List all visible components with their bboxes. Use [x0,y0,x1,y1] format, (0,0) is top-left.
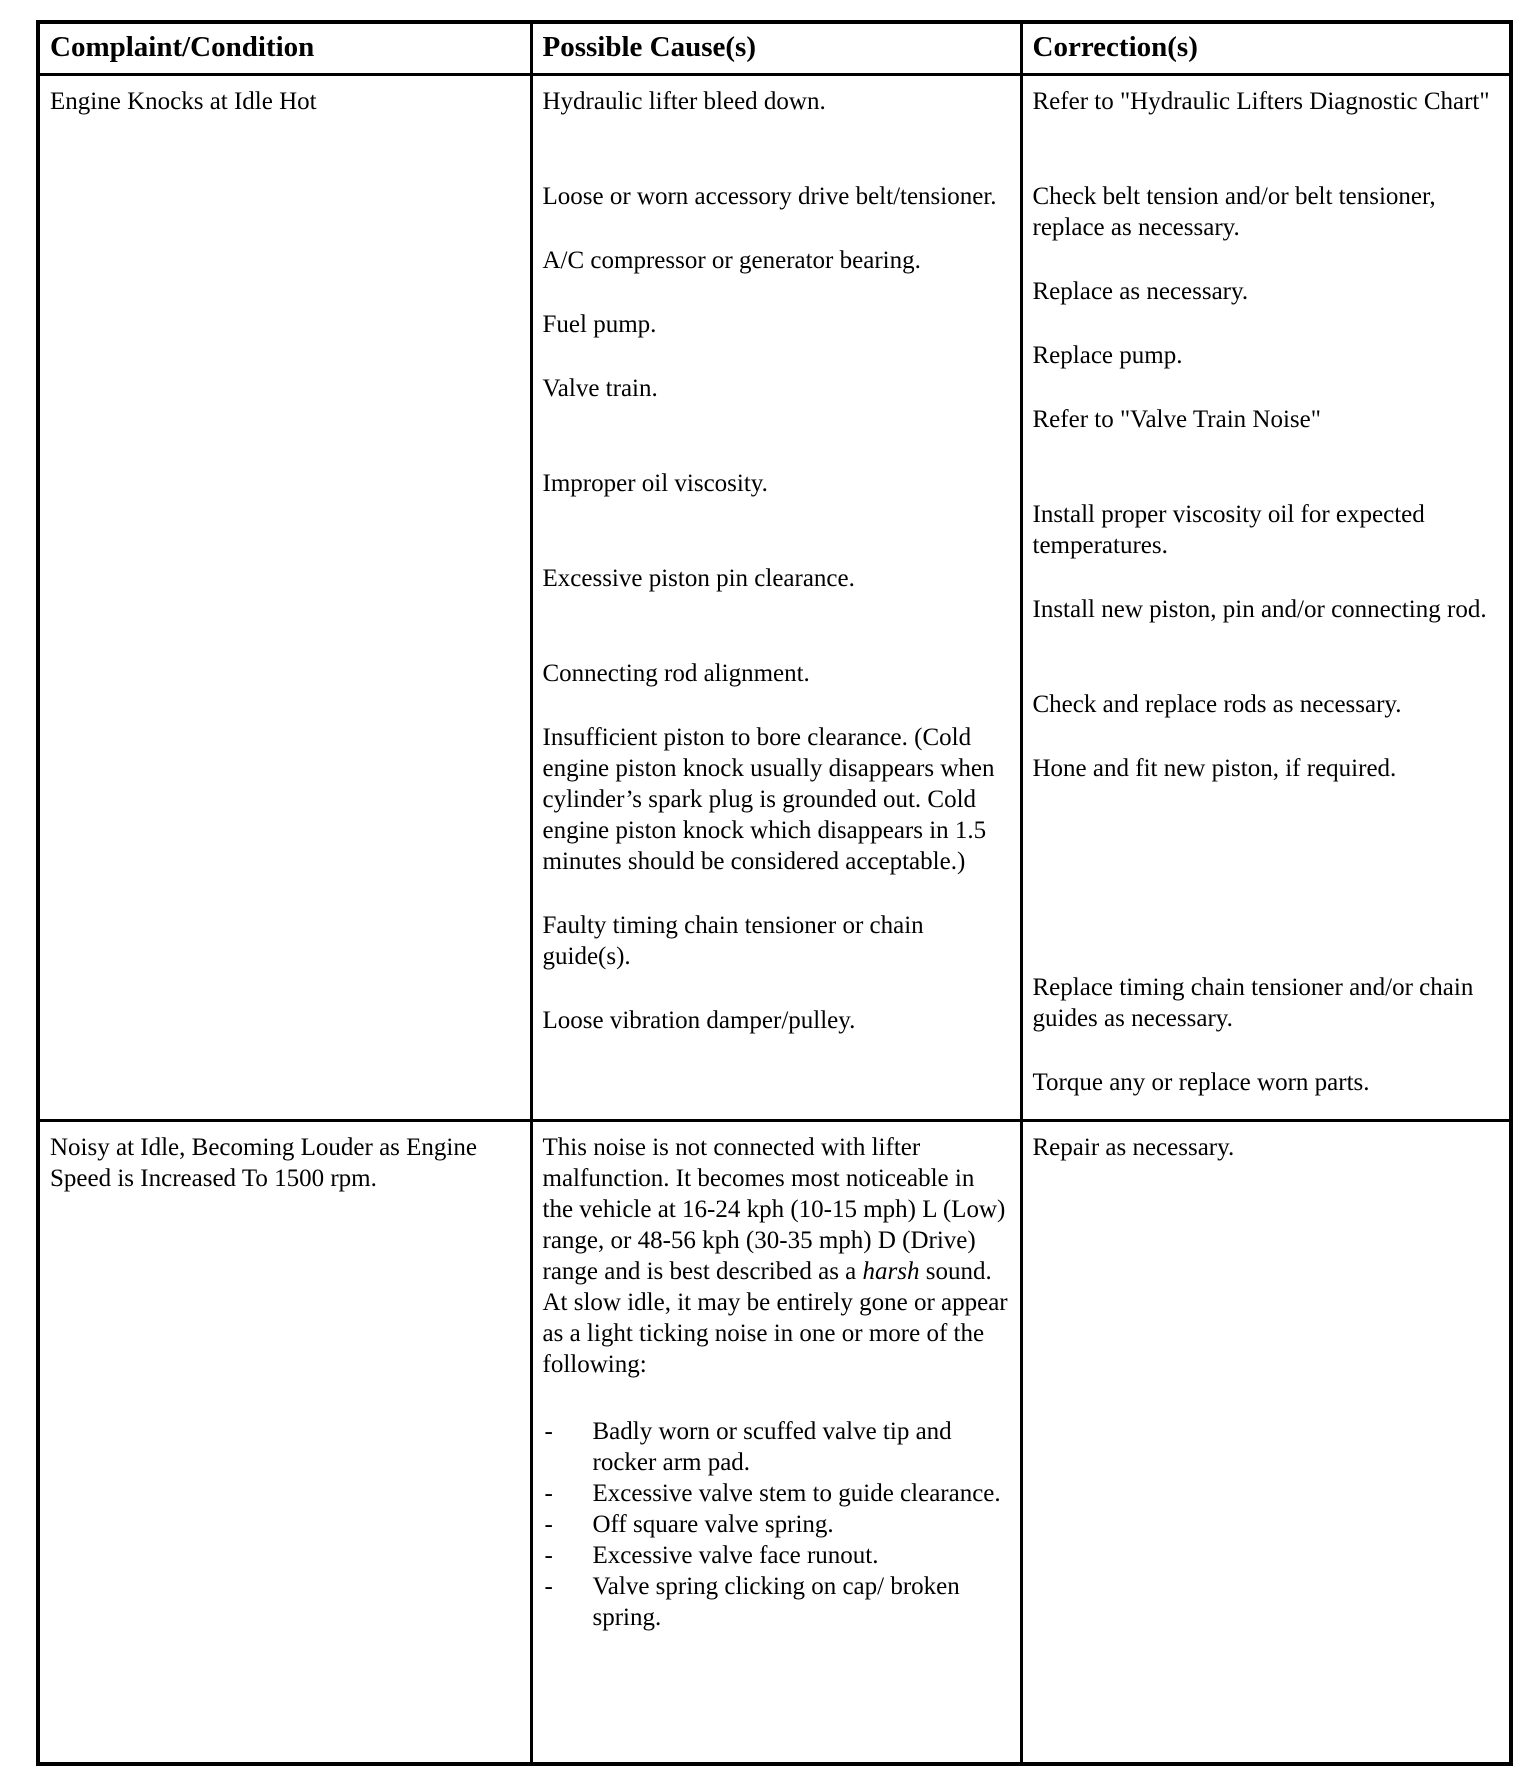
correction-item: Hone and fit new piston, if required. [1032,754,1397,782]
cause-item: A/C compressor or generator bearing. [542,246,921,274]
header-cause: Possible Cause(s) [531,24,1021,74]
condition-text: Engine Knocks at Idle Hot [50,87,317,115]
description-text: This noise is not connected with lifter malfunction. It becomes most noticeable in the vehicle at 16-24 kph (10-15 mph) L (Low) range, or 48-56 kph (30-35 mph) D (Drive) range and is best described as a [542,1133,1006,1285]
cause-item: Excessive piston pin clearance. [542,564,855,592]
correction-item: Repair as necessary. [1032,1133,1235,1161]
cause-item: Improper oil viscosity. [542,469,768,497]
table-row [40,1120,1509,1762]
condition-text: Noisy at Idle, Becoming Louder as Engine Speed is Increased To 1500 rpm. [50,1133,477,1192]
correction-cell [1021,1120,1509,1762]
cause-item: Connecting rod alignment. [542,659,810,687]
cause-item: Insufficient piston to bore clearance. (Cold engine piston knock usually disappears when cylinder’s spark plug is grounded out. Cold engine piston knock which disappears in 1.5 minutes should be considered acceptable.) [542,723,995,875]
correction-cell [1021,74,1509,1120]
description-text: sound. At slow idle, it may be entirely gone or appear as a light ticking noise in one or more of the following: [542,1257,1008,1378]
correction-item: Refer to "Valve Train Noise" [1032,405,1321,433]
correction-item: Install new piston, pin and/or connecting rod. [1032,595,1487,623]
list-item: - Badly worn or scuffed valve tip and rocker arm pad. [543,1416,1010,1478]
description-emphasis: harsh [862,1257,920,1285]
cause-item: Loose vibration damper/pulley. [542,1006,856,1034]
diagnostic-table [40,24,1509,1762]
correction-item: Refer to "Hydraulic Lifters Diagnostic Chart" [1032,87,1490,115]
cause-item: Loose or worn accessory drive belt/tensioner. [542,182,997,210]
cause-item: Valve train. [542,374,658,402]
header-correction: Correction(s) [1021,24,1509,74]
condition-cell [40,74,531,1120]
noise-cause-list [543,1416,1010,1633]
diagnostic-table-page [36,20,1513,1766]
correction-item: Check and replace rods as necessary. [1032,690,1402,718]
table-header-row [40,24,1509,74]
list-item: - Excessive valve stem to guide clearance. [543,1478,1010,1509]
cause-cell [531,74,1021,1120]
table-row [40,74,1509,1120]
cause-item: Faulty timing chain tensioner or chain guide(s). [542,911,924,970]
correction-item: Check belt tension and/or belt tensioner, replace as necessary. [1032,182,1436,241]
cause-cell [531,1120,1021,1762]
header-complaint: Complaint/Condition [40,24,531,74]
cause-item: Hydraulic lifter bleed down. [542,87,826,115]
cause-item: Fuel pump. [542,310,657,338]
correction-item: Torque any or replace worn parts. [1032,1068,1370,1096]
list-item: - Excessive valve face runout. [543,1540,1010,1571]
list-item: - Valve spring clicking on cap/ broken spring. [543,1571,1010,1633]
condition-cell [40,1120,531,1762]
correction-item: Install proper viscosity oil for expected temperatures. [1032,500,1425,559]
noise-description [543,1132,1010,1380]
correction-item: Replace pump. [1032,341,1183,369]
correction-item: Replace timing chain tensioner and/or chain guides as necessary. [1032,973,1474,1032]
list-item: - Off square valve spring. [543,1509,1010,1540]
correction-item: Replace as necessary. [1032,277,1249,305]
